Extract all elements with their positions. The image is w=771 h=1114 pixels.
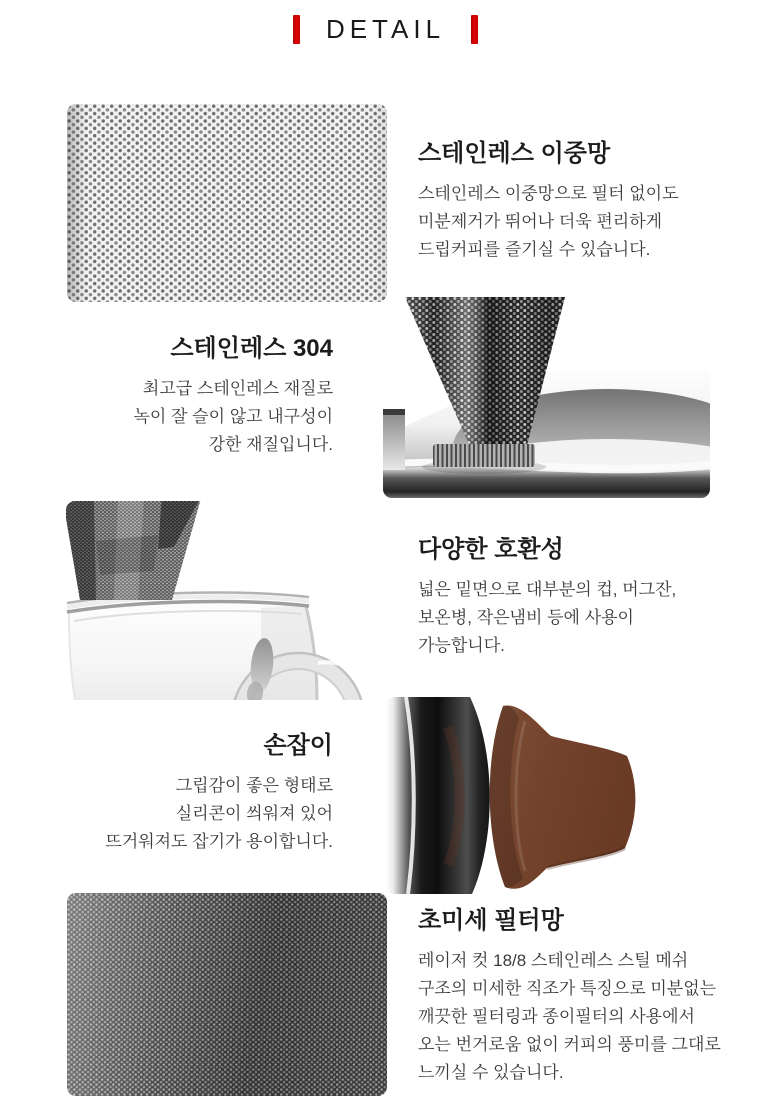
- section-body-line: 미분제거가 뛰어나 더욱 편리하게: [418, 212, 663, 231]
- stainless-mesh-closeup-image: [67, 104, 387, 302]
- section-heading: 다양한 호환성: [418, 536, 564, 563]
- section-body-line: 드립커피를 즐기실 수 있습니다.: [418, 240, 651, 259]
- section-body-line: 가능합니다.: [418, 636, 505, 655]
- section-body-line: 그립감이 좋은 형태로: [175, 776, 333, 795]
- section-body-line: 실리콘이 씌워져 있어: [175, 804, 333, 823]
- section-heading: 손잡이: [263, 732, 333, 759]
- section-heading: 스테인레스 이중망: [418, 140, 611, 167]
- section-body-line: 스테인레스 이중망으로 필터 없이도: [418, 184, 679, 203]
- section-fine-filter-mesh-text: [418, 906, 721, 1087]
- section-body-line: 보온병, 작은냄비 등에 사용이: [418, 608, 634, 627]
- dripper-on-pot-image: [383, 297, 710, 498]
- section-stainless-304-text: [133, 334, 333, 459]
- red-accent-bar-right: [471, 15, 478, 44]
- section-body-line: 구조의 미세한 직조가 특징으로 미분없는: [418, 979, 717, 998]
- section-body-line: 강한 재질입니다.: [208, 435, 333, 454]
- red-accent-bar-left: [293, 15, 300, 44]
- section-handle-text: [105, 731, 333, 856]
- section-body-line: 최고급 스테인레스 재질로: [142, 379, 333, 398]
- page-header: [0, 14, 771, 44]
- dripper-on-glass-mug-image: [66, 501, 386, 700]
- silicone-handle-image: [386, 697, 710, 894]
- section-heading: 스테인레스 304: [170, 335, 333, 362]
- section-heading: 초미세 필터망: [418, 907, 564, 934]
- section-body-line: 레이저 컷 18/8 스테인레스 스틸 메쉬: [418, 951, 689, 970]
- section-body-line: 깨끗한 필터링과 종이필터의 사용에서: [418, 1007, 695, 1026]
- page-title: DETAIL: [325, 14, 446, 44]
- section-double-mesh-text: [418, 139, 679, 264]
- section-body-line: 넓은 밑면으로 대부분의 컵, 머그잔,: [418, 580, 677, 599]
- section-body-line: 오는 번거로움 없이 커피의 풍미를 그대로: [418, 1035, 721, 1054]
- section-body-line: 뜨거워져도 잡기가 용이합니다.: [105, 832, 333, 851]
- section-body-line: 느끼실 수 있습니다.: [418, 1063, 564, 1082]
- section-body-line: 녹이 잘 슬이 않고 내구성이: [133, 407, 333, 426]
- section-compatibility-text: [418, 535, 676, 660]
- fine-mesh-texture-image: [67, 893, 387, 1096]
